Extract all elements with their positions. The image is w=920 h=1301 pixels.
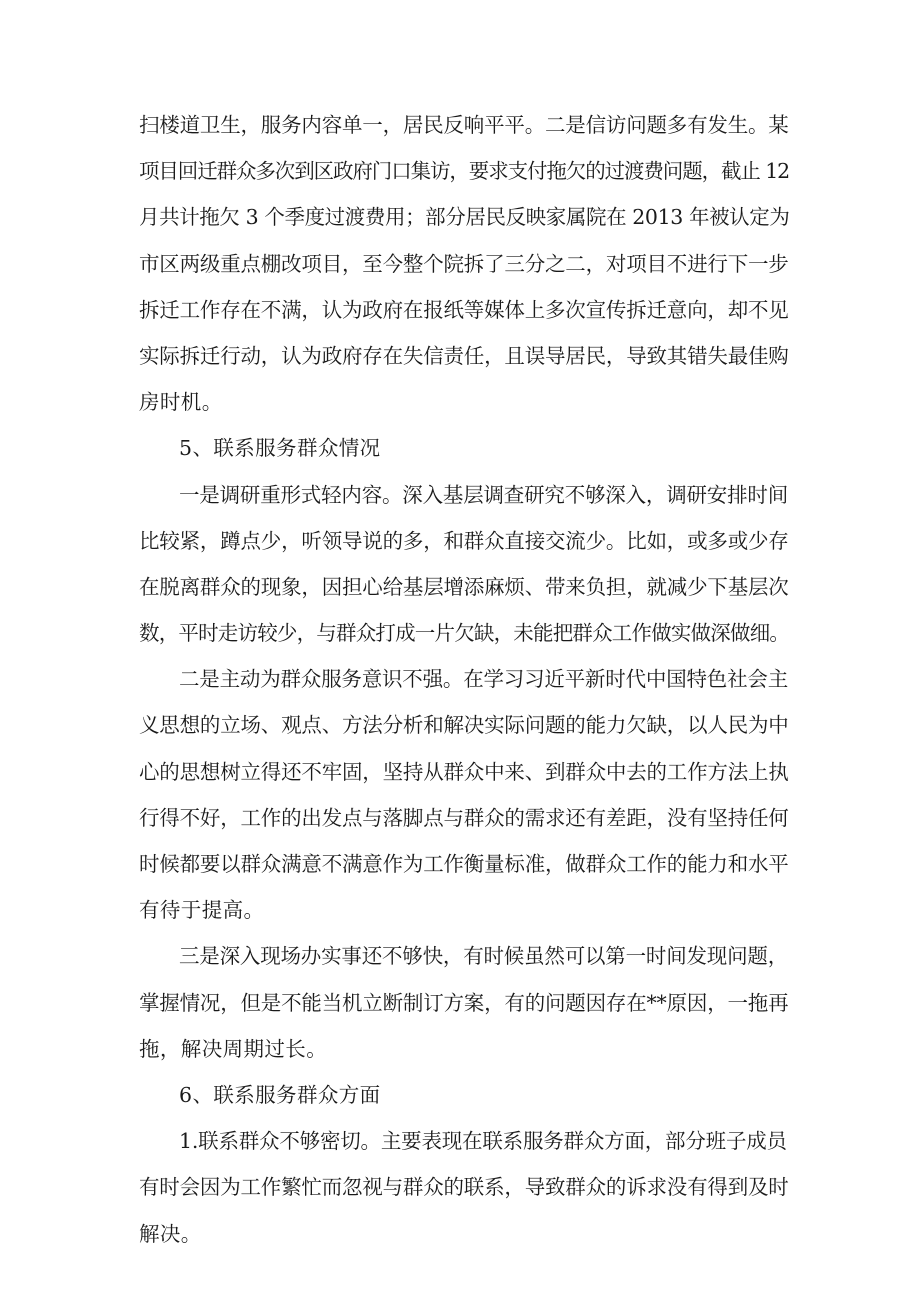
paragraph-research [139, 472, 789, 657]
text-line: 时候都要以群众满意不满意作为工作衡量标准，做群众工作的能力和水平 [139, 852, 789, 876]
document-body [139, 102, 789, 1257]
text-line: 解决。 [139, 1221, 202, 1246]
text-line: 1.联系群众不够密切。主要表现在联系服务群众方面，部分班子成员 [179, 1129, 787, 1154]
text-line: 拖，解决周期过长。 [139, 1036, 328, 1061]
text-line: 义思想的立场、观点、方法分析和解决实际问题的能力欠缺，以人民为中 [139, 713, 789, 738]
paragraph-on-site [139, 933, 789, 1072]
paragraph-contact [139, 1118, 789, 1257]
text-line: 有待于提高。 [139, 898, 265, 923]
paragraph-continued [139, 102, 789, 425]
text-line: 实际拆迁行动，认为政府存在失信责任，且误导居民，导致其错失最佳购 [139, 343, 789, 368]
section-heading-5 [139, 425, 789, 471]
paragraph-service-awareness [139, 656, 789, 933]
text-line: 一是调研重形式轻内容。深入基层调查研究不够深入，调研安排时间 [179, 482, 788, 507]
text-line: 数，平时走访较少，与群众打成一片欠缺，未能把群众工作做实做深做细。 [139, 621, 790, 646]
text-line: 在脱离群众的现象，因担心给基层增添麻烦、带来负担，就减少下基层次 [139, 574, 789, 599]
text-line: 扫楼道卫生，服务内容单一，居民反响平平。二是信访问题多有发生。某 [139, 113, 789, 137]
text-line: 二是主动为群众服务意识不强。在学习习近平新时代中国特色社会主 [179, 667, 788, 692]
text-line: 比较紧，蹲点少，听领导说的多，和群众直接交流少。比如，或多或少存 [139, 528, 789, 553]
text-line: 项目回迁群众多次到区政府门口集访，要求支付拖欠的过渡费问题，截止 12 [139, 159, 790, 184]
text-line: 房时机。 [139, 390, 223, 415]
text-line: 心的思想树立得还不牢固，坚持从群众中来、到群众中去的工作方法上执 [139, 759, 789, 784]
heading-line: 5、联系服务群众情况 [179, 436, 381, 461]
section-heading-6 [139, 1072, 789, 1118]
text-line: 月共计拖欠 3 个季度过渡费用；部分居民反映家属院在 2013 年被认定为 [139, 205, 790, 230]
heading-line: 6、联系服务群众方面 [179, 1082, 381, 1107]
text-line: 行得不好，工作的出发点与落脚点与群众的需求还有差距，没有坚持任何 [139, 805, 789, 830]
text-line: 有时会因为工作繁忙而忽视与群众的联系，导致群众的诉求没有得到及时 [139, 1175, 789, 1200]
text-line: 拆迁工作存在不满，认为政府在报纸等媒体上多次宣传拆迁意向，却不见 [139, 297, 789, 322]
text-line: 三是深入现场办实事还不够快，有时候虽然可以第一时间发现问题， [179, 944, 788, 969]
text-line: 掌握情况，但是不能当机立断制订方案，有的问题因存在**原因，一拖再 [139, 990, 789, 1015]
text-line: 市区两级重点棚改项目，至今整个院拆了三分之二，对项目不进行下一步 [139, 251, 789, 276]
